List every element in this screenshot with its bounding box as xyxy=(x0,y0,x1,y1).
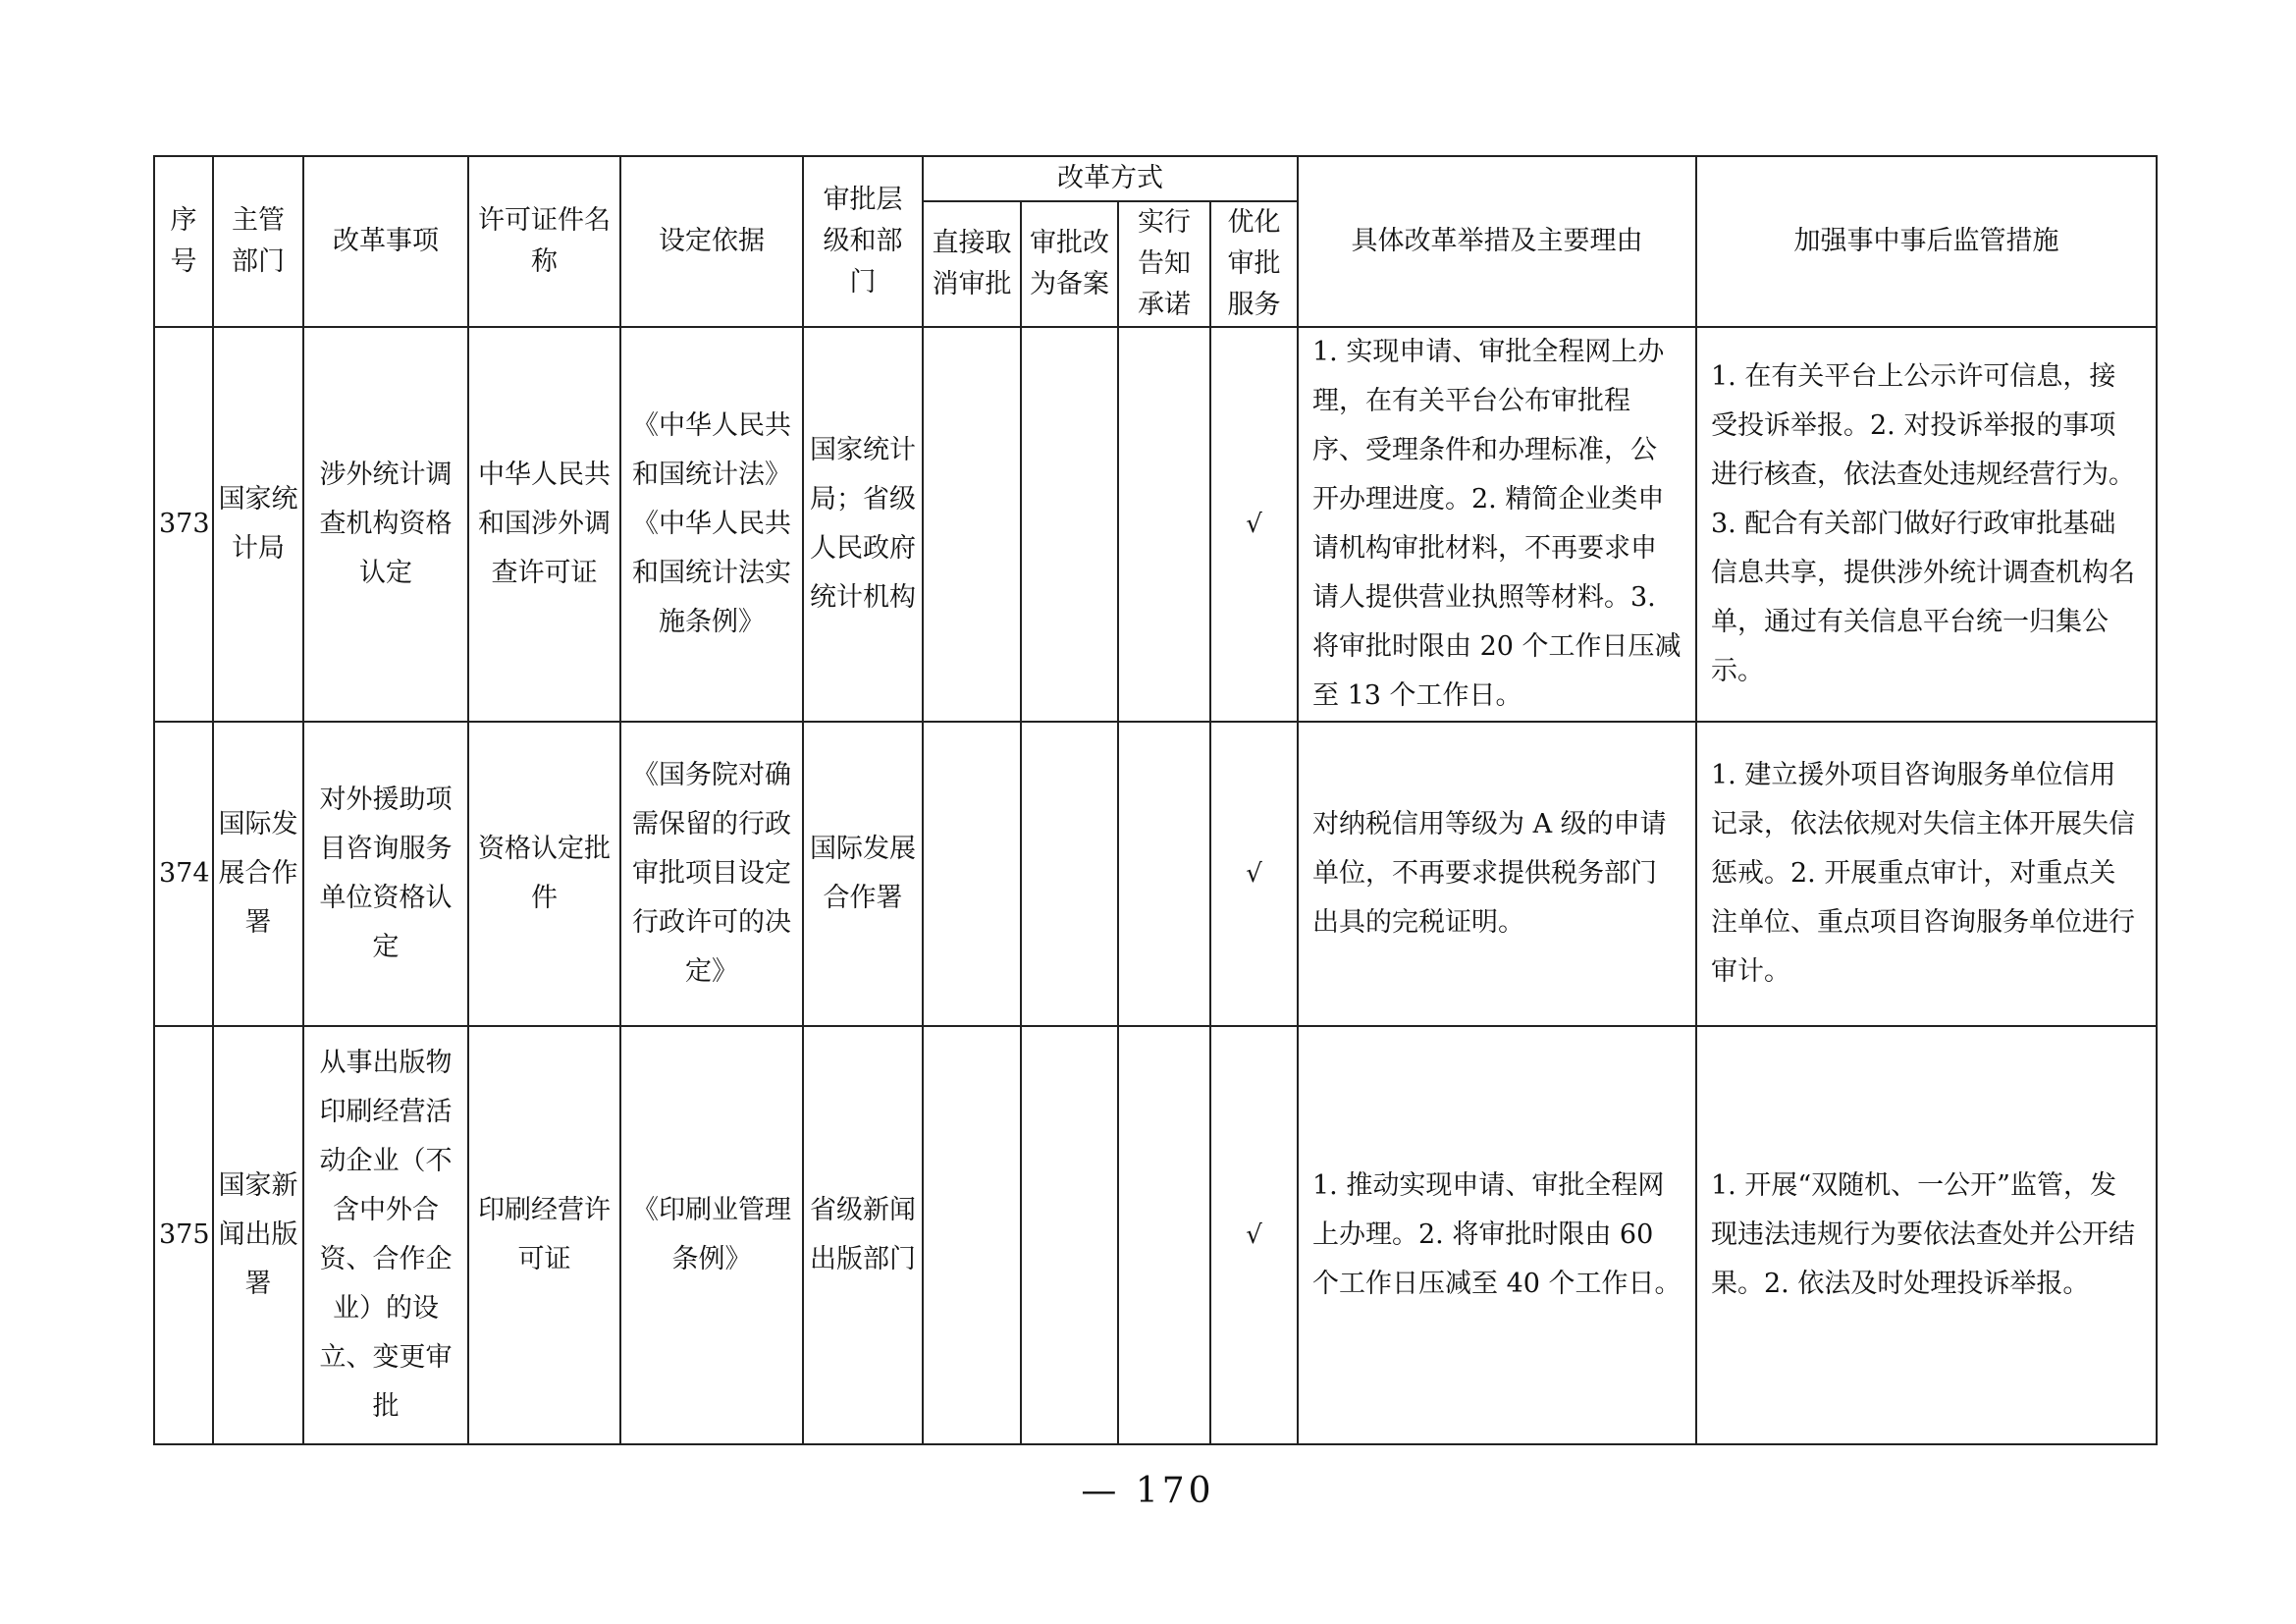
license-name-cell: 印刷经营许可证 xyxy=(468,1026,620,1444)
legal-basis-cell: 《国务院对确需保留的行政审批项目设定行政许可的决定》 xyxy=(620,722,803,1026)
header-method-filing: 审批改为备案 xyxy=(1021,201,1118,327)
seq-cell: 375 xyxy=(154,1026,213,1444)
table-row xyxy=(154,1026,2157,1444)
header-reform-method: 改革方式 xyxy=(923,156,1298,201)
header-seq: 序号 xyxy=(154,156,213,327)
seq-cell: 373 xyxy=(154,327,213,722)
reform-item-cell: 从事出版物印刷经营活动企业（不含中外合资、合作企业）的设立、变更审批 xyxy=(303,1026,468,1444)
header-method-promise: 实行告知承诺 xyxy=(1118,201,1210,327)
header-legal-basis: 设定依据 xyxy=(620,156,803,327)
header-reform-item: 改革事项 xyxy=(303,156,468,327)
method-filing-cell xyxy=(1021,722,1118,1026)
method-cancel-cell xyxy=(923,1026,1021,1444)
method-promise-cell xyxy=(1118,327,1210,722)
reform-measures-cell: 1. 推动实现申请、审批全程网上办理。2. 将审批时限由 60 个工作日压减至 40 个工作日。 xyxy=(1298,1026,1696,1444)
legal-basis-cell: 《中华人民共和国统计法》《中华人民共和国统计法实施条例》 xyxy=(620,327,803,722)
reform-measures-cell: 1. 实现申请、审批全程网上办理，在有关平台公布审批程序、受理条件和办理标准，公开办理进度。2. 精简企业类申请机构审批材料，不再要求申请人提供营业执照等材料。3. 将审批时限由 20 个工作日压减至 13 个工作日。 xyxy=(1298,327,1696,722)
approval-level-cell: 国家统计局；省级人民政府统计机构 xyxy=(803,327,923,722)
method-optimize-check: √ xyxy=(1210,327,1298,722)
dept-cell: 国际发展合作署 xyxy=(213,722,303,1026)
supervision-cell: 1. 建立援外项目咨询服务单位信用记录，依法依规对失信主体开展失信惩戒。2. 开展重点审计，对重点关注单位、重点项目咨询服务单位进行审计。 xyxy=(1696,722,2157,1026)
header-license-name: 许可证件名称 xyxy=(468,156,620,327)
page-number: — 170 xyxy=(1081,1471,1215,1511)
supervision-cell: 1. 在有关平台上公示许可信息，接受投诉举报。2. 对投诉举报的事项进行核查，依法查处违规经营行为。3. 配合有关部门做好行政审批基础信息共享，提供涉外统计调查机构名单，通过有关信息平台统一归集公示。 xyxy=(1696,327,2157,722)
reform-item-cell: 对外援助项目咨询服务单位资格认定 xyxy=(303,722,468,1026)
method-promise-cell xyxy=(1118,722,1210,1026)
seq-cell: 374 xyxy=(154,722,213,1026)
supervision-cell: 1. 开展“双随机、一公开”监管，发现违法违规行为要依法查处并公开结果。2. 依法及时处理投诉举报。 xyxy=(1696,1026,2157,1444)
header-dept: 主管部门 xyxy=(213,156,303,327)
approval-level-cell: 国际发展合作署 xyxy=(803,722,923,1026)
legal-basis-cell: 《印刷业管理条例》 xyxy=(620,1026,803,1444)
method-cancel-cell xyxy=(923,327,1021,722)
header-method-optimize: 优化审批服务 xyxy=(1210,201,1298,327)
header-supervision: 加强事中事后监管措施 xyxy=(1696,156,2157,327)
method-filing-cell xyxy=(1021,1026,1118,1444)
table-row xyxy=(154,327,2157,722)
dept-cell: 国家新闻出版署 xyxy=(213,1026,303,1444)
reform-items-table xyxy=(153,155,2158,1445)
method-optimize-check: √ xyxy=(1210,1026,1298,1444)
header-method-cancel: 直接取消审批 xyxy=(923,201,1021,327)
method-cancel-cell xyxy=(923,722,1021,1026)
license-name-cell: 中华人民共和国涉外调查许可证 xyxy=(468,327,620,722)
license-name-cell: 资格认定批件 xyxy=(468,722,620,1026)
method-optimize-check: √ xyxy=(1210,722,1298,1026)
method-promise-cell xyxy=(1118,1026,1210,1444)
table-row xyxy=(154,722,2157,1026)
approval-level-cell: 省级新闻出版部门 xyxy=(803,1026,923,1444)
reform-item-cell: 涉外统计调查机构资格认定 xyxy=(303,327,468,722)
header-approval-level: 审批层级和部门 xyxy=(803,156,923,327)
header-row-1 xyxy=(154,156,2157,201)
header-reform-measures: 具体改革举措及主要理由 xyxy=(1298,156,1696,327)
dept-cell: 国家统计局 xyxy=(213,327,303,722)
reform-measures-cell: 对纳税信用等级为 A 级的申请单位，不再要求提供税务部门出具的完税证明。 xyxy=(1298,722,1696,1026)
method-filing-cell xyxy=(1021,327,1118,722)
